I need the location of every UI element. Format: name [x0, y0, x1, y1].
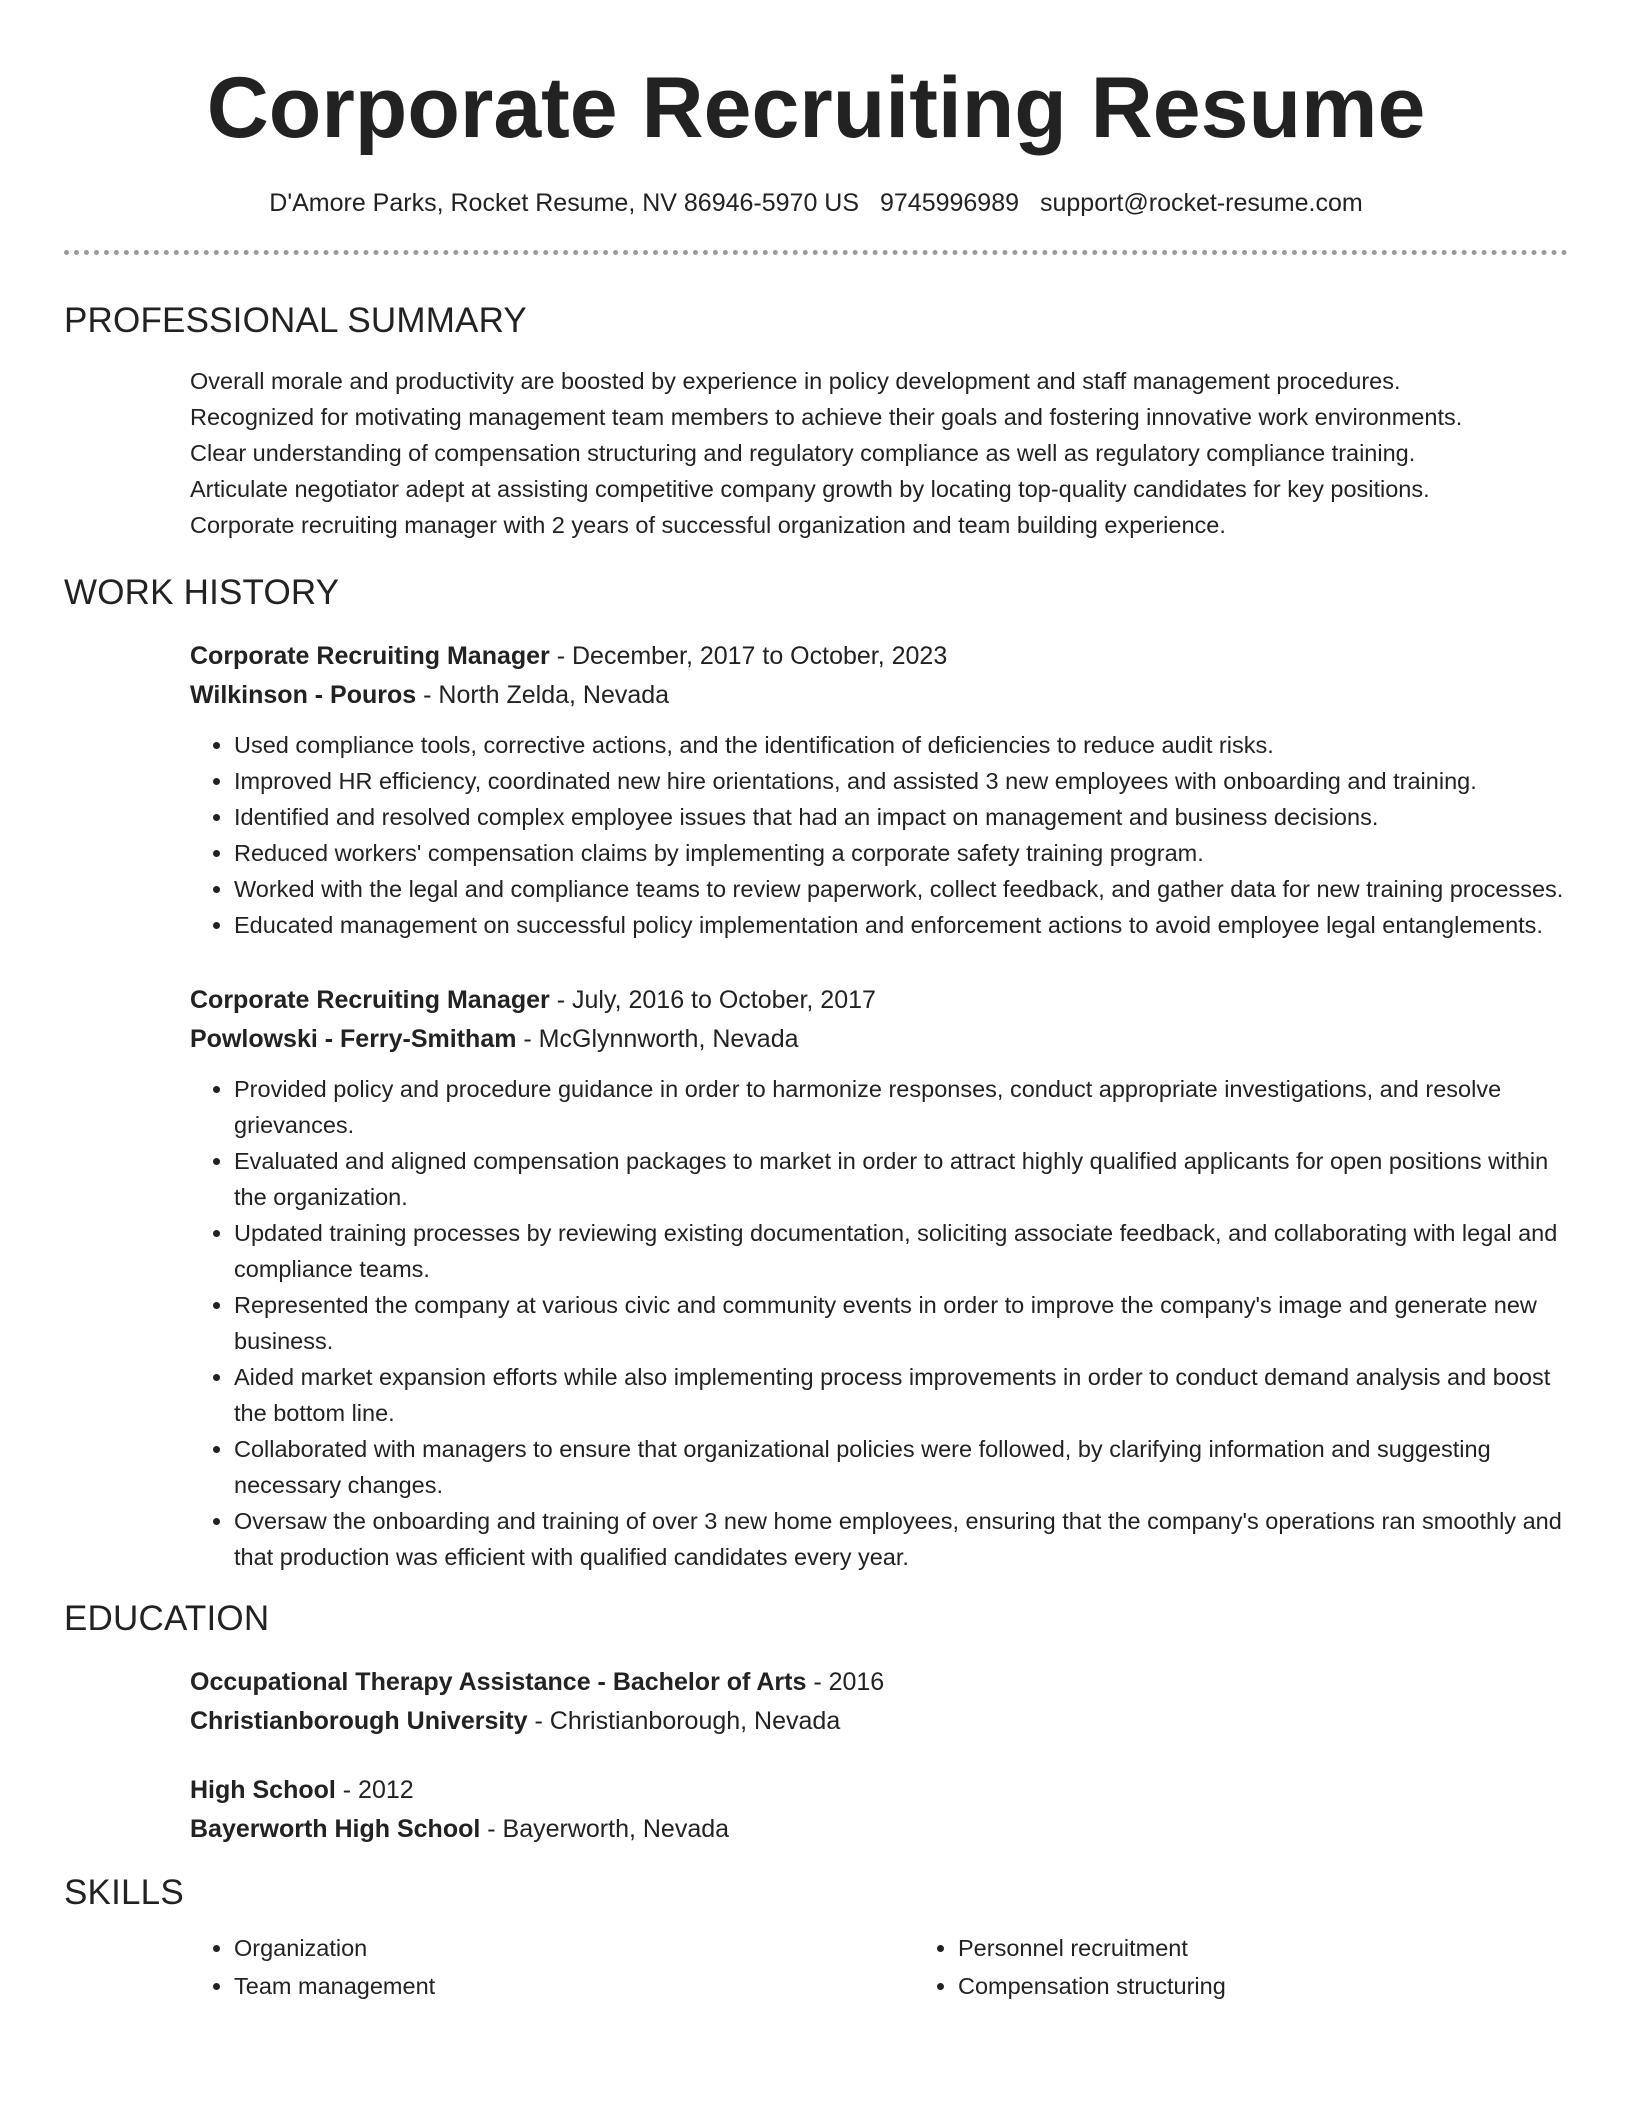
summary-section	[64, 299, 1568, 543]
skill-item: • Organization	[234, 1929, 914, 1967]
header-divider	[64, 250, 1568, 255]
summary-text	[190, 363, 1568, 543]
job-dates: - December, 2017 to October, 2023	[549, 642, 948, 670]
job-entry	[190, 981, 1568, 1575]
skills-section	[64, 1871, 1568, 2005]
job-company: Wilkinson - Pouros	[190, 681, 417, 709]
school-location: - Bayerworth, Nevada	[480, 1815, 730, 1843]
skill-item: • Personnel recruitment	[958, 1929, 1558, 1967]
job-bullet: • Identified and resolved complex employee issues that had an impact on management and business decisions.	[234, 799, 1568, 835]
job-location: - McGlynnworth, Nevada	[516, 1025, 799, 1053]
job-bullets	[190, 1071, 1568, 1575]
job-role-line	[190, 981, 1568, 1020]
contact-line	[64, 186, 1568, 220]
job-entry	[190, 637, 1568, 943]
job-bullet: • Updated training processes by reviewing existing documentation, soliciting associate feedback, and collaborating with legal and compliance teams.	[234, 1215, 1568, 1287]
job-dates: - July, 2016 to October, 2017	[549, 986, 876, 1014]
degree-name: High School	[190, 1776, 336, 1804]
summary-line: Overall morale and productivity are boosted by experience in policy development and staff management procedures.	[190, 368, 1401, 394]
job-company: Powlowski - Ferry-Smitham	[190, 1025, 517, 1053]
education-heading: EDUCATION	[64, 1599, 270, 1638]
job-company-line	[190, 1020, 1568, 1059]
job-role: Corporate Recruiting Manager	[190, 986, 550, 1014]
job-bullet: • Oversaw the onboarding and training of over 3 new home employees, ensuring that the company's operations ran smoothly and that production was efficient with qualified candidates every year.	[234, 1503, 1568, 1575]
job-bullet: • Aided market expansion efforts while also implementing process improvements in order to conduct demand analysis and boost the bottom line.	[234, 1359, 1568, 1431]
summary-line: Corporate recruiting manager with 2 years of successful organization and team building experience.	[190, 512, 1226, 538]
work-history-heading: WORK HISTORY	[64, 573, 340, 612]
contact-phone: 9745996989	[879, 189, 1020, 217]
job-bullet: • Provided policy and procedure guidance in order to harmonize responses, conduct appropriate investigations, and resolve grievances.	[234, 1071, 1568, 1143]
school-line	[190, 1810, 1568, 1849]
school-line	[190, 1702, 1568, 1741]
school-name: Bayerworth High School	[190, 1815, 481, 1843]
work-history-section	[64, 571, 1568, 1575]
education-entry	[190, 1771, 1568, 1849]
education-section	[64, 1597, 1568, 1849]
job-bullets	[190, 727, 1568, 943]
job-bullet: • Represented the company at various civic and community events in order to improve the company's image and generate new business.	[234, 1287, 1568, 1359]
summary-line: Articulate negotiator adept at assisting competitive company growth by locating top-quality candidates for key positions.	[190, 476, 1430, 502]
resume-header	[64, 0, 1568, 220]
school-location: - Christianborough, Nevada	[527, 1707, 841, 1735]
skills-column-left	[190, 1929, 914, 2005]
skills-heading: SKILLS	[64, 1873, 184, 1912]
job-bullet: • Collaborated with managers to ensure that organizational policies were followed, by clarifying information and suggesting necessary changes.	[234, 1431, 1568, 1503]
contact-address: D'Amore Parks, Rocket Resume, NV 86946-5970 US	[269, 189, 860, 217]
job-bullet: • Reduced workers' compensation claims by implementing a corporate safety training program.	[234, 835, 1568, 871]
summary-line: Recognized for motivating management team members to achieve their goals and fostering innovative work environments.	[190, 404, 1463, 430]
contact-email: support@rocket-resume.com	[1039, 189, 1363, 217]
degree-line	[190, 1663, 1568, 1702]
summary-line: Clear understanding of compensation structuring and regulatory compliance as well as regulatory compliance training.	[190, 440, 1416, 466]
job-bullet: • Worked with the legal and compliance teams to review paperwork, collect feedback, and gather data for new training processes.	[234, 871, 1568, 907]
job-company-line	[190, 676, 1568, 715]
skill-item: • Team management	[234, 1967, 914, 2005]
job-role-line	[190, 637, 1568, 676]
degree-year: - 2016	[806, 1668, 885, 1696]
degree-year: - 2012	[335, 1776, 414, 1804]
resume-title: Corporate Recruiting Resume	[206, 60, 1426, 156]
job-role: Corporate Recruiting Manager	[190, 642, 550, 670]
education-entry	[190, 1663, 1568, 1741]
degree-name: Occupational Therapy Assistance - Bachelor of Arts	[190, 1668, 807, 1696]
skills-grid	[190, 1929, 1568, 2005]
job-bullet: • Educated management on successful policy implementation and enforcement actions to avoid employee legal entanglements.	[234, 907, 1568, 943]
summary-heading: PROFESSIONAL SUMMARY	[64, 301, 527, 340]
job-bullet: • Evaluated and aligned compensation packages to market in order to attract highly qualified applicants for open positions within the organization.	[234, 1143, 1568, 1215]
degree-line	[190, 1771, 1568, 1810]
job-location: - North Zelda, Nevada	[416, 681, 670, 709]
skill-item: • Compensation structuring	[958, 1967, 1558, 2005]
school-name: Christianborough University	[190, 1707, 528, 1735]
skills-column-right	[914, 1929, 1558, 2005]
job-bullet: • Improved HR efficiency, coordinated new hire orientations, and assisted 3 new employees with onboarding and training.	[234, 763, 1568, 799]
job-bullet: • Used compliance tools, corrective actions, and the identification of deficiencies to reduce audit risks.	[234, 727, 1568, 763]
